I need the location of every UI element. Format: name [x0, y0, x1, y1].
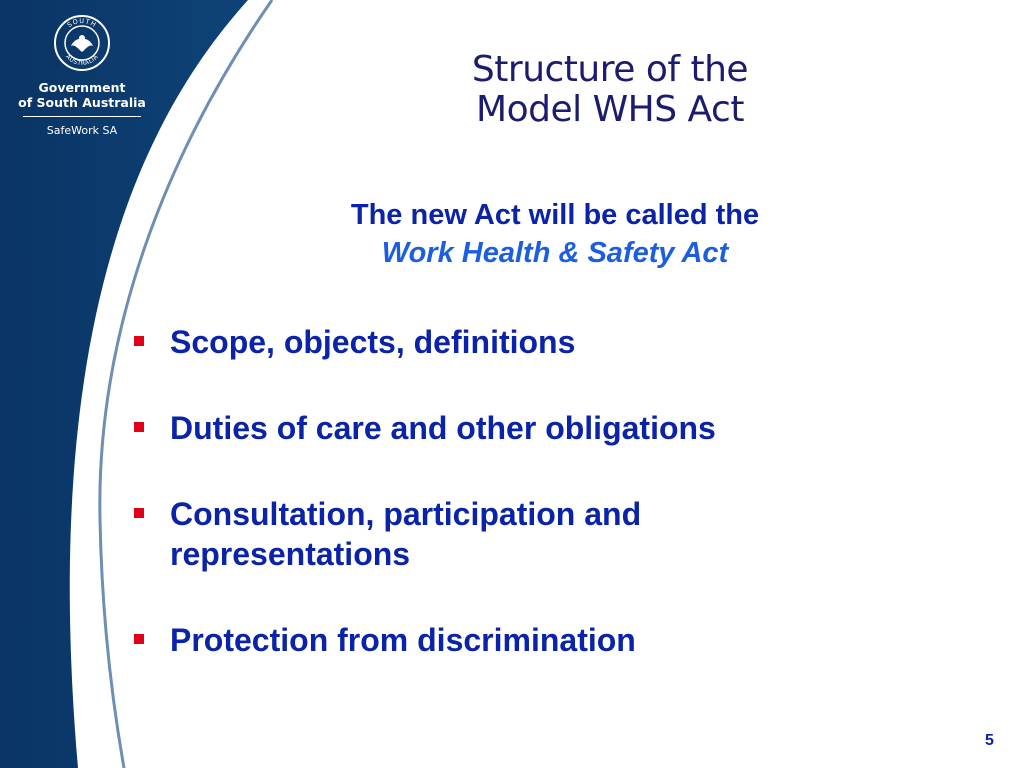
- subtitle-line-1: The new Act will be called the: [350, 199, 760, 231]
- bullet-item: [130, 408, 890, 448]
- bullet-square-icon: [134, 508, 144, 518]
- bullet-text-continued: representations: [170, 536, 411, 572]
- subtitle-act-name: Work Health & Safety Act: [381, 237, 729, 269]
- bullet-item: [130, 494, 890, 574]
- south-australia-seal-icon: [53, 14, 111, 72]
- slide-title: [330, 50, 890, 130]
- government-logo: [18, 14, 146, 137]
- svg-text:AUSTRALIA: AUSTRALIA: [64, 53, 100, 68]
- slide-subtitle: [240, 196, 870, 272]
- bullet-item: [130, 322, 890, 362]
- bullet-square-icon: [134, 336, 144, 346]
- bullet-text: Duties of care and other obligations: [170, 410, 716, 446]
- bullet-text: Scope, objects, definitions: [170, 324, 576, 360]
- title-line-1: Structure of the: [471, 49, 749, 90]
- bullet-list: [130, 322, 890, 660]
- logo-line-2: of South Australia: [18, 95, 146, 110]
- title-line-2: Model WHS Act: [476, 89, 744, 130]
- svg-text:SOUTH: SOUTH: [65, 16, 99, 30]
- logo-line-1: Government: [38, 80, 126, 95]
- bullet-text: Protection from discrimination: [170, 622, 636, 658]
- bullet-square-icon: [134, 422, 144, 432]
- bullet-item: [130, 620, 890, 660]
- page-number: 5: [985, 732, 994, 749]
- bullet-square-icon: [134, 634, 144, 644]
- logo-divider: [23, 116, 141, 117]
- bullet-text: Consultation, participation and: [170, 496, 642, 532]
- agency-name: SafeWork SA: [46, 124, 118, 137]
